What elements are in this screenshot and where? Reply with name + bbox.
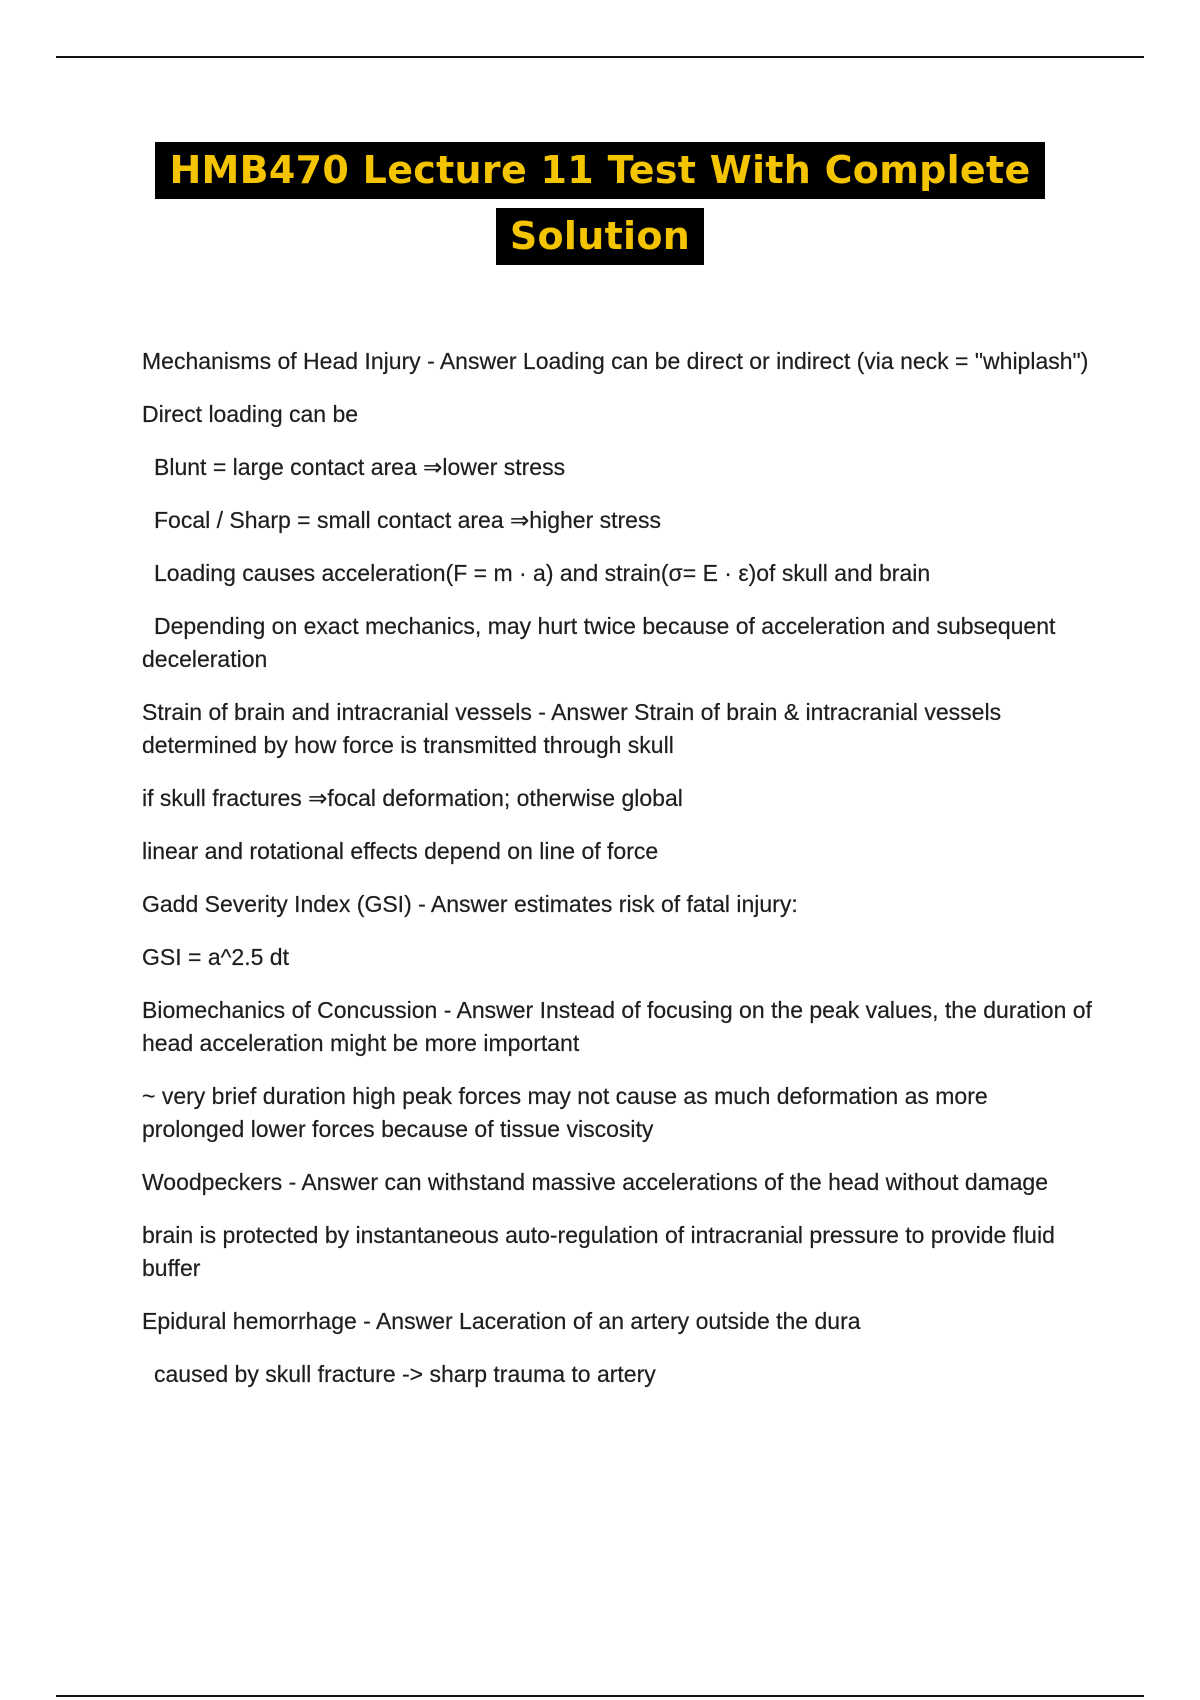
paragraph-skull-fractures: if skull fractures ⇒focal deformation; otherwise global bbox=[142, 785, 683, 811]
paragraph-mechanisms-of-head-injury: Mechanisms of Head Injury - Answer Loading can be direct or indirect (via neck = "whiplash") bbox=[142, 348, 1089, 374]
paragraph-depending-on-mechanics: Depending on exact mechanics, may hurt twice because of acceleration and subsequent deceleration bbox=[142, 613, 1056, 672]
paragraph-gadd-severity-index: Gadd Severity Index (GSI) - Answer estimates risk of fatal injury: bbox=[142, 891, 798, 917]
paragraph-linear-rotational: linear and rotational effects depend on line of force bbox=[142, 838, 659, 864]
title-line-1: HMB470 Lecture 11 Test With Complete bbox=[155, 142, 1044, 199]
top-rule bbox=[56, 56, 1144, 58]
document-title bbox=[0, 142, 1200, 274]
paragraph-brain-protected: brain is protected by instantaneous auto-regulation of intracranial pressure to provide fluid buffer bbox=[142, 1222, 1055, 1281]
paragraph-woodpeckers: Woodpeckers - Answer can withstand massive accelerations of the head without damage bbox=[142, 1169, 1049, 1195]
paragraph-loading-causes: Loading causes acceleration(F = m · a) and strain(σ= E · ε)of skull and brain bbox=[154, 560, 931, 586]
paragraph-epidural-hemorrhage: Epidural hemorrhage - Answer Laceration of an artery outside the dura bbox=[142, 1308, 861, 1334]
document-body bbox=[142, 345, 1092, 1411]
paragraph-direct-loading: Direct loading can be bbox=[142, 401, 359, 427]
paragraph-skull-fracture-artery: caused by skull fracture -> sharp trauma to artery bbox=[154, 1361, 656, 1387]
paragraph-biomechanics-concussion: Biomechanics of Concussion - Answer Instead of focusing on the peak values, the duration of head acceleration might be more important bbox=[142, 997, 1092, 1056]
paragraph-strain-of-brain: Strain of brain and intracranial vessels - Answer Strain of brain & intracranial vessels determined by how force is transmitted through skull bbox=[142, 699, 1002, 758]
paragraph-brief-duration: ~ very brief duration high peak forces may not cause as much deformation as more prolonged lower forces because of tissue viscosity bbox=[142, 1083, 988, 1142]
paragraph-focal-sharp: Focal / Sharp = small contact area ⇒higher stress bbox=[154, 507, 661, 533]
paragraph-blunt: Blunt = large contact area ⇒lower stress bbox=[154, 454, 566, 480]
bottom-rule bbox=[56, 1695, 1144, 1697]
paragraph-gsi-formula: GSI = a^2.5 dt bbox=[142, 944, 289, 970]
title-line-2: Solution bbox=[496, 208, 704, 265]
